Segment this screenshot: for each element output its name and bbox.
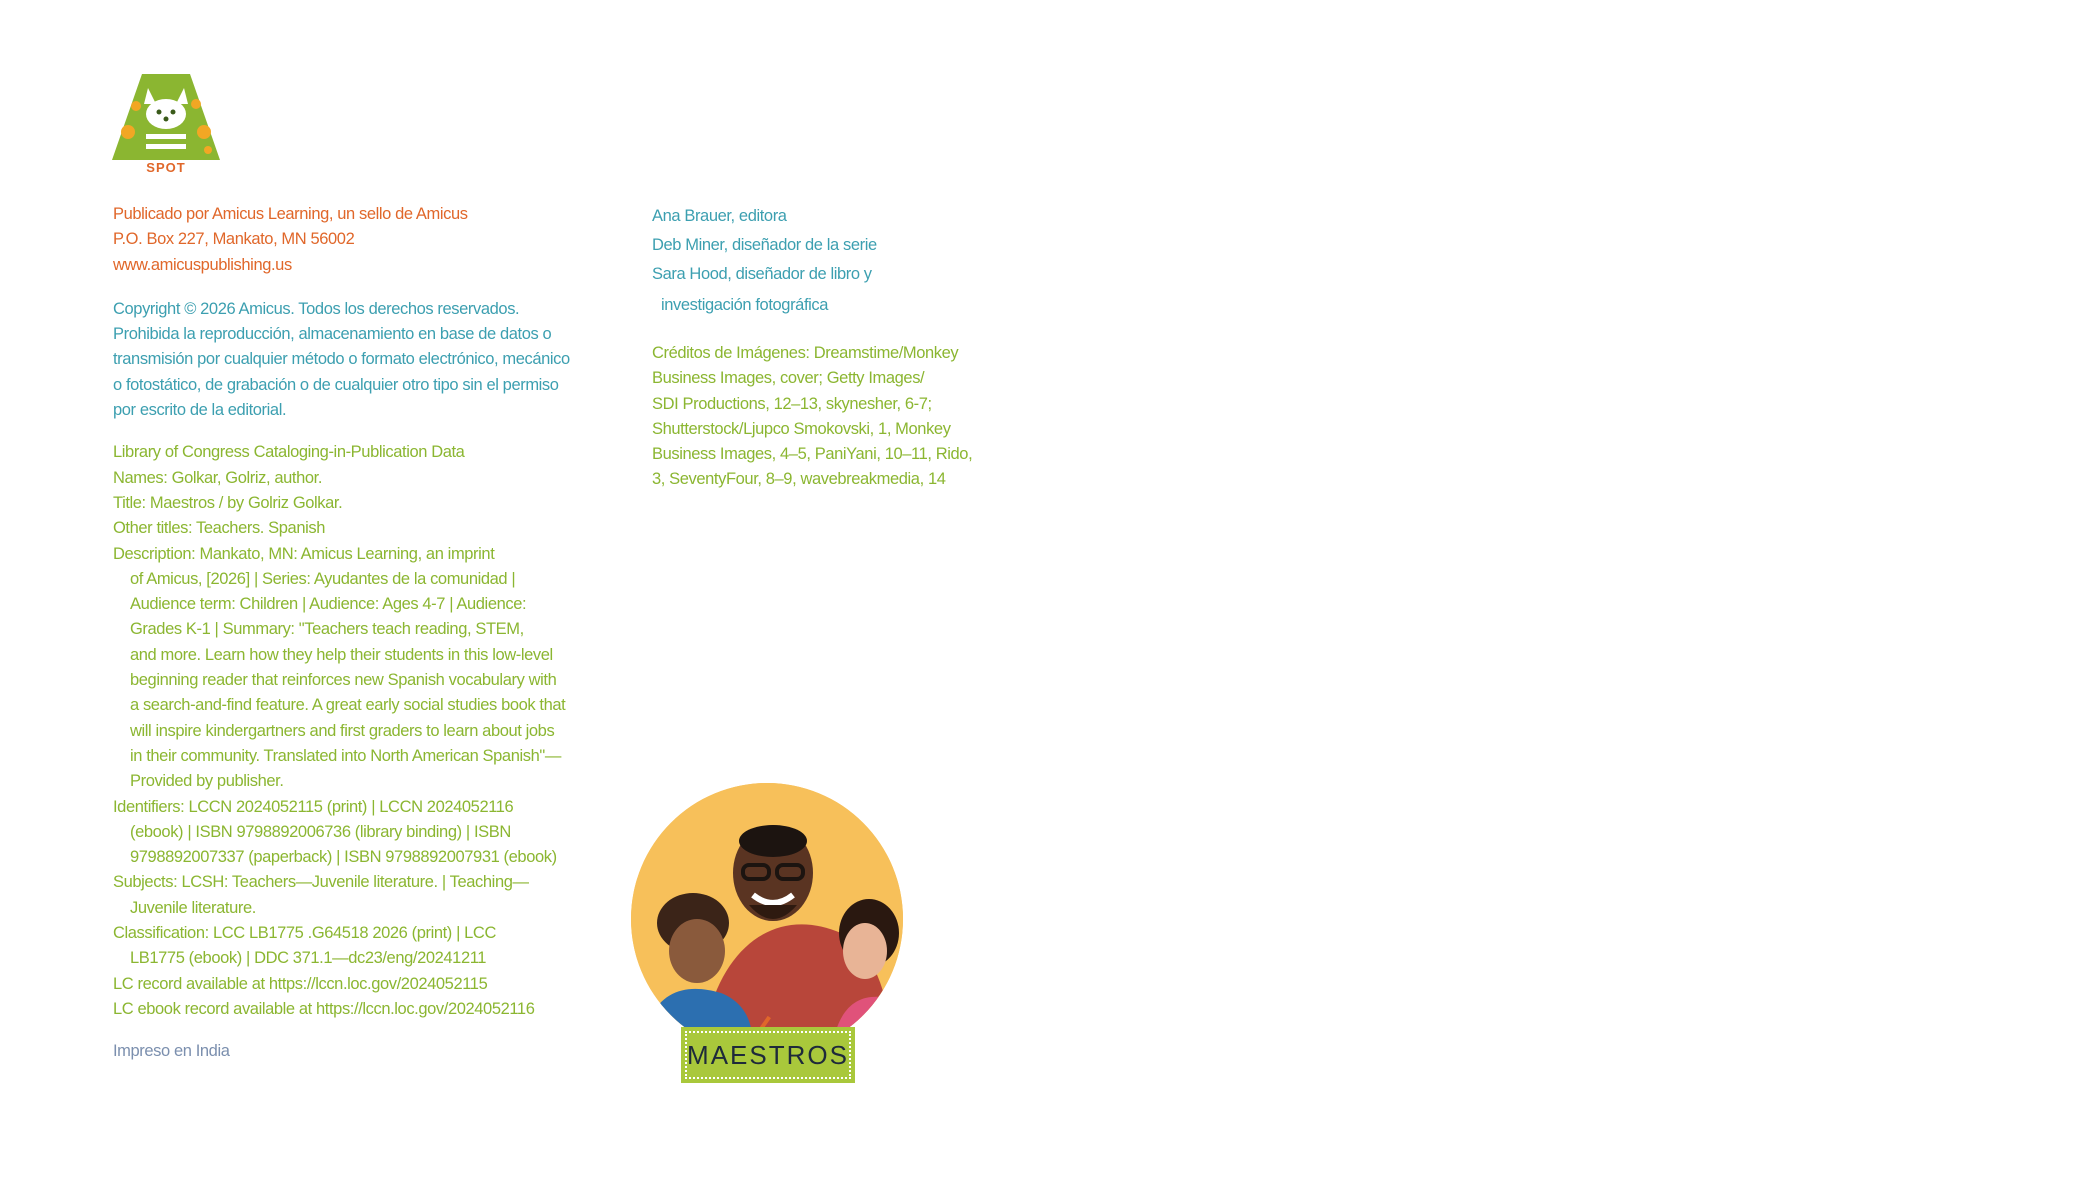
copyright-line: transmisión por cualquier método o formato electrónico, mecánico — [113, 350, 570, 369]
credit-editor: Ana Brauer, editora — [652, 207, 787, 225]
cip-identifiers: Identifiers: LCCN 2024052115 (print) | LCCN 2024052116 — [113, 797, 514, 816]
copyright-line: Prohibida la reproducción, almacenamiento en base de datos o — [113, 325, 552, 344]
image-credits-line: Business Images, 4–5, PaniYani, 10–11, Rido, — [652, 445, 973, 464]
image-credits-line: Créditos de Imágenes: Dreamstime/Monkey — [652, 344, 959, 362]
lc-record-link[interactable]: LC record available at https://lccn.loc.gov/2024052115 — [113, 974, 488, 993]
publisher-address: P.O. Box 227, Mankato, MN 56002 — [113, 230, 355, 249]
cip-description: beginning reader that reinforces new Spanish vocabulary with — [130, 671, 557, 690]
image-credits-line: Shutterstock/Ljupco Smokovski, 1, Monkey — [652, 419, 951, 438]
cip-description: will inspire kindergartners and first graders to learn about jobs — [130, 721, 555, 740]
image-credits-line: SDI Productions, 12–13, skynesher, 6-7; — [652, 394, 932, 413]
cip-other-titles: Other titles: Teachers. Spanish — [113, 519, 325, 538]
publisher-website[interactable]: www.amicuspublishing.us — [113, 255, 292, 274]
cip-description: in their community. Translated into North American Spanish"— — [130, 746, 561, 765]
cip-title: Title: Maestros / by Golriz Golkar. — [113, 493, 343, 512]
cip-description: Audience term: Children | Audience: Ages 4-7 | Audience: — [130, 595, 527, 614]
cip-subjects: Subjects: LCSH: Teachers—Juvenile literature. | Teaching— — [113, 873, 529, 892]
fox-letter-a-icon — [112, 74, 220, 160]
cip-identifiers: 9798892007337 (paperback) | ISBN 9798892007931 (ebook) — [130, 848, 557, 867]
cip-identifiers: (ebook) | ISBN 9798892006736 (library binding) | ISBN — [130, 822, 511, 841]
left-column — [113, 202, 583, 1065]
logo-text: SPOT — [146, 160, 186, 175]
copyright-line: Copyright © 2026 Amicus. Todos los derechos reservados. — [113, 299, 520, 318]
spot-logo — [112, 74, 220, 178]
right-column — [652, 202, 972, 493]
cip-description: Provided by publisher. — [130, 772, 284, 791]
cover-thumbnail — [631, 783, 903, 1083]
teacher-with-students-photo — [631, 783, 903, 1055]
copyright-line: por escrito de la editorial. — [113, 401, 287, 420]
image-credits-line: 3, SeventyFour, 8–9, wavebreakmedia, 14 — [652, 470, 946, 489]
image-credits-line: Business Images, cover; Getty Images/ — [652, 369, 925, 388]
cip-description: and more. Learn how they help their students in this low-level — [130, 645, 553, 664]
cip-classification: LB1775 (ebook) | DDC 371.1—dc23/eng/20241211 — [130, 949, 487, 968]
credit-book-designer: investigación fotográfica — [661, 296, 829, 314]
copyright-line: o fotostático, de grabación o de cualquier otro tipo sin el permiso — [113, 375, 559, 394]
cip-description: of Amicus, [2026] | Series: Ayudantes de la comunidad | — [130, 569, 516, 588]
title-banner — [681, 1027, 855, 1083]
cip-subjects: Juvenile literature. — [130, 898, 256, 917]
cip-classification: Classification: LCC LB1775 .G64518 2026 (print) | LCC — [113, 924, 496, 943]
publisher-line: Publicado por Amicus Learning, un sello de Amicus — [113, 205, 468, 223]
lc-ebook-record-link[interactable]: LC ebook record available at https://lccn.loc.gov/2024052116 — [113, 999, 535, 1018]
cip-description: a search-and-find feature. A great early social studies book that — [130, 696, 566, 715]
cip-description: Grades K-1 | Summary: "Teachers teach reading, STEM, — [130, 620, 524, 639]
cip-header: Library of Congress Cataloging-in-Publication Data — [113, 443, 465, 462]
credit-book-designer: Sara Hood, diseñador de libro y — [652, 265, 872, 283]
banner-title: MAESTROS — [687, 1039, 849, 1070]
cip-names: Names: Golkar, Golriz, author. — [113, 468, 323, 487]
credit-series-designer: Deb Miner, diseñador de la serie — [652, 236, 877, 254]
cip-description: Description: Mankato, MN: Amicus Learning, an imprint — [113, 544, 495, 563]
printed-in: Impreso en India — [113, 1042, 230, 1061]
